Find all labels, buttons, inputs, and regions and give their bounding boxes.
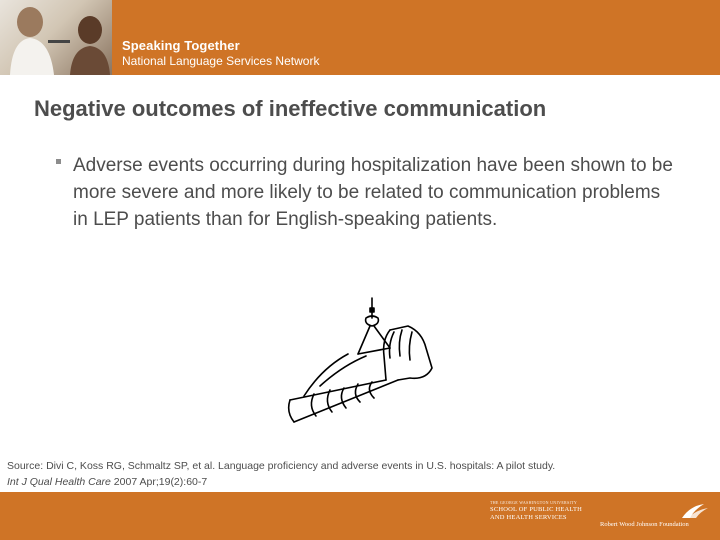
- rwjf-name: Robert Wood Johnson Foundation: [600, 521, 689, 528]
- journal-name: Int J Qual Health Care: [7, 476, 111, 488]
- footer-banner: [0, 492, 720, 540]
- slide-title: Negative outcomes of ineffective communication: [34, 96, 547, 121]
- bullet-square-icon: [56, 159, 61, 164]
- citation-details: 2007 Apr;19(2):60-7: [110, 476, 208, 488]
- gwu-logo: [490, 500, 590, 534]
- rwjf-logo: [600, 502, 716, 532]
- bullet-item: Adverse events occurring during hospitalization have been shown to be more severe and more likely to be related to communication problems in LEP patients than for English-speaking patients.: [73, 155, 673, 230]
- brand-band: [112, 0, 720, 75]
- header-banner: [0, 0, 720, 75]
- citation-text: Source: Divi C, Koss RG, Schmaltz SP, et al. Language proficiency and adverse events in U.S. hospitals: A pilot study.: [7, 460, 556, 472]
- rwjf-flame-icon: [600, 502, 716, 520]
- leg-in-traction-icon: [286, 296, 436, 428]
- gwu-university-name: THE GEORGE WASHINGTON UNIVERSITY: [490, 500, 578, 505]
- brand-title: Speaking Together: [122, 38, 240, 53]
- gwu-school-name-line1: SCHOOL OF PUBLIC HEALTH: [490, 506, 583, 513]
- gwu-school-name-line2: AND HEALTH SERVICES: [490, 514, 567, 521]
- source-citation: [7, 458, 567, 490]
- doctor-child-photo: [0, 0, 112, 75]
- brand-subtitle: National Language Services Network: [122, 54, 320, 68]
